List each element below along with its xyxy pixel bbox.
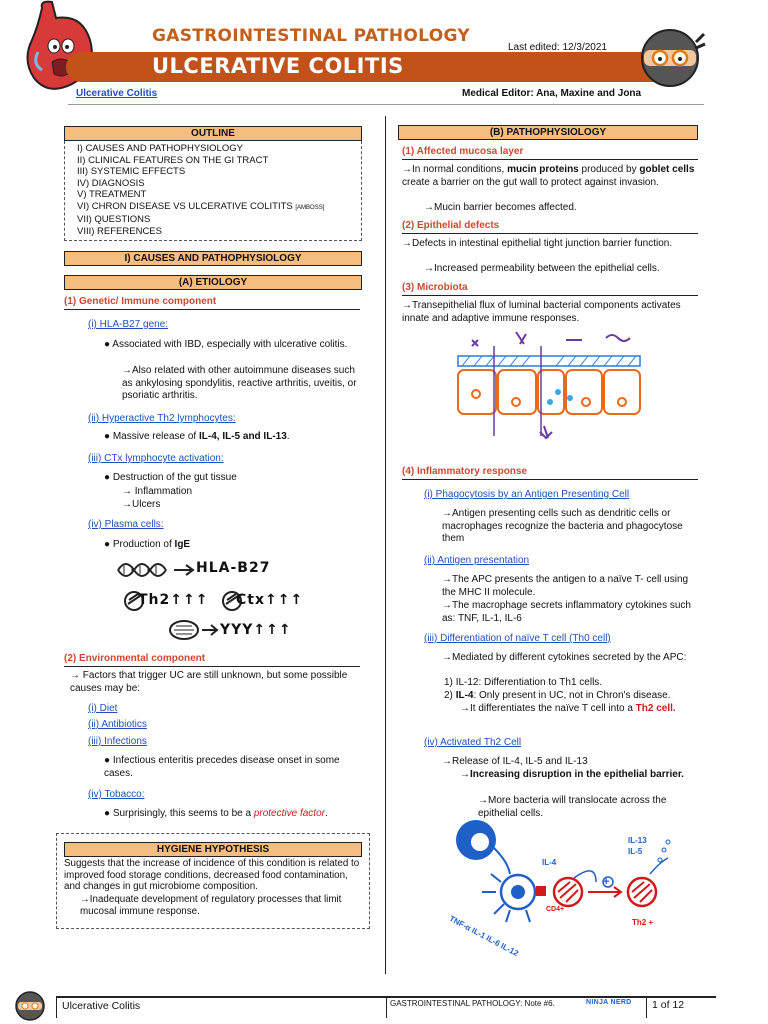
antigen-bullet-1: →The APC presents the antigen to a naïve T- cell using the MHC II molecule. [442, 574, 689, 598]
fig-il4-label: IL-4 [542, 858, 557, 867]
fig-il5-label: IL-5 [628, 847, 643, 856]
env-tobacco[interactable]: (iv) Tobacco: [88, 789, 145, 800]
epithelial-arrow: →Increased permeability between the epithelial cells. [424, 263, 660, 274]
hla-heading[interactable]: (i) HLA-B27 gene: [88, 319, 169, 330]
hw-hla-label: HLA-B27 [196, 560, 271, 576]
tobacco-bullet: ● Surprisingly, this seems to be a protective factor. [104, 808, 328, 819]
header-divider [68, 104, 704, 105]
amboss-ref: [AMBOSS] [295, 204, 325, 211]
env-antibiotics[interactable]: (ii) Antibiotics [88, 719, 147, 730]
page-category: GASTROINTESTINAL PATHOLOGY [152, 26, 470, 46]
activated-bullet-2: →Increasing disruption in the epithelial barrier. [460, 769, 684, 780]
breadcrumb-link[interactable]: Ulcerative Colitis [76, 88, 158, 99]
outline-item[interactable]: VII) QUESTIONS [77, 214, 151, 225]
env-infections[interactable]: (iii) Infections [88, 736, 147, 747]
inflammatory-heading: (4) Inflammatory response [402, 466, 698, 480]
env-diet[interactable]: (i) Diet [88, 703, 118, 714]
ctx-heading[interactable]: (iii) CTx lymphocyte activation: [88, 453, 224, 464]
differentiation-item-1: 1) IL-12: Differentiation to Th1 cells. [444, 677, 603, 688]
fig-cytokines-label: TNF-α IL-1 IL-6 IL-12 [447, 914, 520, 959]
ctx-bullet: ● Destruction of the gut tissue [104, 472, 237, 483]
outline-item[interactable]: IV) DIAGNOSIS [77, 177, 145, 189]
outline-item[interactable]: VI) CHRON DISEASE VS ULCERATIVE COLITITS [AMBOSS] [77, 200, 325, 212]
hw-th2-label: Th2↑↑↑ [138, 592, 209, 608]
plasma-bullet: ● Production of IgE [104, 539, 191, 550]
page-number: 1 of 12 [652, 999, 685, 1011]
epithelial-text: →Defects in intestinal epithelial tight junction barrier function. [402, 238, 673, 249]
medical-editor: Medical Editor: Ana, Maxine and Jona [462, 88, 642, 99]
antigen-bullet-2: →The macrophage secrets inflammatory cytokines such as: TNF, IL-1, IL-6 [442, 600, 691, 624]
hla-arrow: →Also related with other autoimmune diseases such as ankylosing spondylitis, reactive arthritis, uveitis, or psoriatic arthritis. [122, 365, 357, 401]
outline-item[interactable]: V) TREATMENT [77, 189, 147, 200]
last-edited: Last edited: 12/3/2021 [508, 42, 607, 53]
footer-sep-2 [386, 998, 387, 1018]
differentiation-heading[interactable]: (iii) Differentiation of naïve T cell (Th0 cell) [424, 633, 611, 644]
subsection-heading: (A) ETIOLOGY [64, 275, 362, 290]
outline-list [64, 141, 362, 241]
activated-bullet-1: →Release of IL-4, IL-5 and IL-13 [442, 756, 588, 767]
ninja-footer-icon [12, 988, 48, 1022]
column-divider [385, 116, 386, 974]
footer-note: GASTROINTESTINAL PATHOLOGY: Note #6. [390, 999, 555, 1008]
hygiene-arrow: →Inadequate development of regulatory processes that limit mucosal immune response. [80, 894, 342, 917]
outline-box [64, 126, 362, 241]
infections-bullet: ● Infectious enteritis precedes disease onset in some cases. [104, 755, 340, 779]
ctx-arrow-2: →Ulcers [122, 499, 161, 510]
pathophysiology-heading: (B) PATHOPHYSIOLOGY [398, 125, 698, 140]
plasma-heading[interactable]: (iv) Plasma cells: [88, 519, 164, 530]
mucosa-arrow: →Mucin barrier becomes affected. [424, 202, 577, 213]
differentiation-item-2: 2) IL-4: Only present in UC, not in Chron's disease. [444, 690, 671, 701]
hygiene-text: Suggests that the increase of incidence of this condition is related to improved food storage conditions, decreased food contamination, and changes in gut microbiome composition. [64, 858, 360, 892]
outline-item[interactable]: III) SYSTEMIC EFFECTS [77, 166, 186, 177]
fig-th2-label: Th2 + [632, 918, 654, 927]
differentiation-text: →Mediated by different cytokines secreted by the APC: [442, 652, 687, 663]
mucosa-heading: (1) Affected mucosa layer [402, 146, 698, 160]
fig-cd4-label: CD4+ [546, 906, 565, 913]
outline-item[interactable]: II) CLINICAL FEATURES ON THE GI TRACT [77, 154, 269, 166]
microbiota-heading: (3) Microbiota [402, 282, 698, 296]
microbiota-text: →Transepithelial flux of luminal bacterial components activates innate and adaptive immune responses. [402, 300, 681, 324]
epithelium-diagram [446, 326, 646, 456]
ctx-arrow-1: → Inflammation [122, 486, 193, 497]
footer-brand-logo: NINJA NERD [586, 999, 632, 1006]
mucosa-text: →In normal conditions, mucin proteins produced by goblet cells create a barrier on the gut wall to protect against invasion. [402, 164, 695, 188]
genetic-heading: (1) Genetic/ Immune component [64, 296, 360, 310]
th2-activation-diagram [446, 818, 696, 968]
differentiation-arrow: →It differentiates the naïve T cell into a Th2 cell. [460, 703, 676, 714]
environmental-heading: (2) Environmental component [64, 653, 360, 667]
antigen-heading[interactable]: (ii) Antigen presentation [424, 555, 530, 566]
page-title: ULCERATIVE COLITIS [152, 54, 404, 78]
hla-bullet: ● Associated with IBD, especially with ulcerative colitis. [104, 339, 348, 350]
outline-item[interactable]: VIII) REFERENCES [77, 225, 162, 237]
phagocytosis-text: →Antigen presenting cells such as dendritic cells or macrophages recognize the bacteria and phagocytose them [442, 508, 683, 544]
footer-sep-3 [646, 998, 647, 1018]
hw-plasma-label: YYY↑↑↑ [220, 622, 292, 638]
th2-heading[interactable]: (ii) Hyperactive Th2 lymphocytes: [88, 413, 236, 424]
activated-bullet-3: →More bacteria will translocate across the epithelial cells. [478, 795, 667, 819]
ninja-mascot-icon [634, 22, 706, 90]
fig-plus-label: + [603, 876, 610, 888]
stomach-mascot-icon [12, 0, 102, 100]
hygiene-title: HYGIENE HYPOTHESIS [64, 842, 362, 857]
outline-title: OUTLINE [64, 126, 362, 141]
footer-title: Ulcerative Colitis [62, 1000, 141, 1012]
hw-ctx-label: Ctx↑↑↑ [236, 592, 304, 608]
activated-th2-heading[interactable]: (iv) Activated Th2 Cell [424, 737, 522, 748]
section-heading: I) CAUSES AND PATHOPHYSIOLOGY [64, 251, 362, 266]
outline-item[interactable]: I) CAUSES AND PATHOPHYSIOLOGY [77, 143, 243, 154]
fig-il13-label: IL-13 [628, 836, 647, 845]
footer-sep-1 [56, 998, 57, 1018]
phagocytosis-heading[interactable]: (i) Phagocytosis by an Antigen Presenting Cell [424, 489, 630, 500]
th2-bullet: ● Massive release of IL-4, IL-5 and IL-13. [104, 431, 290, 442]
env-intro: → Factors that trigger UC are still unknown, but some possible causes may be: [70, 670, 348, 694]
epithelial-heading: (2) Epithelial defects [402, 220, 698, 234]
